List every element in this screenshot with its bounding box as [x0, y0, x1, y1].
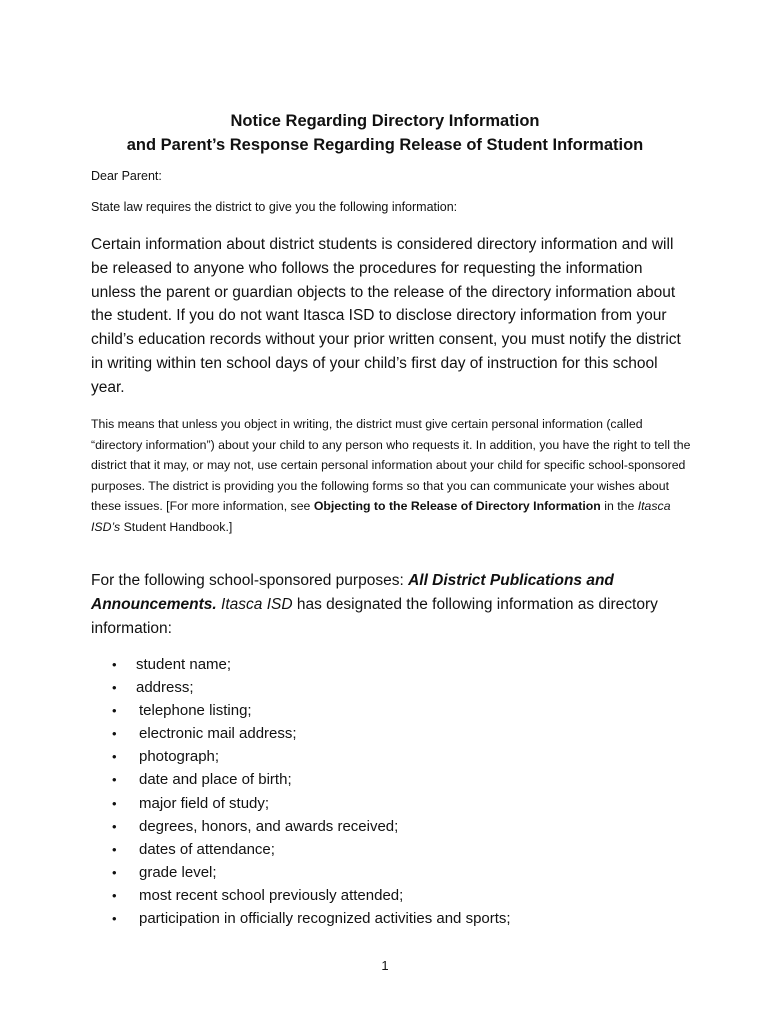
- list-item-text: grade level;: [139, 863, 217, 881]
- objecting-reference: Objecting to the Release of Directory Information: [313, 499, 601, 514]
- list-item: [112, 745, 511, 768]
- bullet-icon: •: [112, 703, 117, 719]
- directory-items-list: [112, 653, 511, 930]
- list-item: [112, 907, 511, 930]
- list-item-text: photograph;: [139, 748, 220, 766]
- list-item: [112, 653, 511, 676]
- list-item-text: electronic mail address;: [139, 725, 297, 743]
- list-item-text: major field of study;: [139, 794, 270, 812]
- list-item-text: date and place of birth;: [139, 771, 292, 789]
- list-item: [112, 861, 511, 884]
- list-item: [112, 699, 511, 722]
- list-item: [112, 676, 511, 699]
- explanation-end: Student Handbook.]: [120, 519, 233, 534]
- document-title-line-2: and Parent’s Response Regarding Release of Student Information: [126, 136, 644, 154]
- list-item: [112, 838, 511, 861]
- bullet-icon: •: [112, 726, 117, 742]
- bullet-icon: •: [112, 749, 117, 765]
- directory-info-paragraph: Certain information about district students is considered directory information and will be released to anyone who follows the procedures for requesting the information unless the parent or guardian objects to the release of the directory information about the student. If you do not want Itasca ISD to disclose directory information from your child’s education records without your prior written consent, you must notify the district in writing within ten school days of your child’s first day of instruction for this school year.: [91, 236, 681, 396]
- purposes-emphasis: All District Publications and Announcements.: [91, 572, 614, 613]
- bullet-icon: •: [112, 680, 117, 696]
- list-item-text: most recent school previously attended;: [139, 886, 404, 904]
- purposes-rest: has designated the following information as directory information:: [91, 595, 658, 637]
- purposes-lead: For the following school-sponsored purposes:: [91, 572, 409, 589]
- list-item: [112, 792, 511, 815]
- purposes-paragraph: [91, 569, 691, 640]
- district-name: Itasca ISD: [221, 595, 293, 613]
- bullet-icon: •: [112, 657, 117, 672]
- greeting: Dear Parent:: [91, 169, 162, 183]
- document-title-line-1: Notice Regarding Directory Information: [230, 112, 540, 130]
- explanation-text: This means that unless you object in writing, the district must give certain personal information (called “directory information”) about your child to any person who requests it. In addition, you have the right to tell the district that it may, or may not, use certain personal information about your child for specific school-sponsored purposes. The district is providing you the following forms so that you can communicate your wishes about these issues. [For more information, see: [91, 417, 691, 514]
- bullet-icon: •: [112, 772, 117, 788]
- list-item-text: participation in officially recognized activities and sports;: [139, 910, 511, 928]
- list-item: [112, 884, 511, 907]
- explanation-paragraph: [91, 414, 691, 538]
- list-item-text: telephone listing;: [139, 702, 252, 720]
- explanation-in-the: in the: [600, 499, 638, 514]
- list-item-text: student name;: [136, 656, 232, 673]
- intro-statement: State law requires the district to give you the following information:: [91, 200, 458, 214]
- list-item: [112, 768, 511, 791]
- bullet-icon: •: [112, 864, 117, 880]
- bullet-icon: •: [112, 911, 117, 927]
- page-number: 1: [381, 958, 389, 973]
- bullet-icon: •: [112, 887, 117, 903]
- list-item-text: dates of attendance;: [139, 840, 275, 858]
- bullet-icon: •: [112, 818, 117, 834]
- list-item-text: address;: [136, 679, 194, 697]
- bullet-icon: •: [112, 795, 117, 811]
- list-item-text: degrees, honors, and awards received;: [139, 817, 399, 835]
- district-handbook-reference: Itasca ISD’s: [91, 499, 671, 534]
- list-item: [112, 722, 511, 745]
- list-item: [112, 815, 511, 838]
- bullet-icon: •: [112, 841, 117, 857]
